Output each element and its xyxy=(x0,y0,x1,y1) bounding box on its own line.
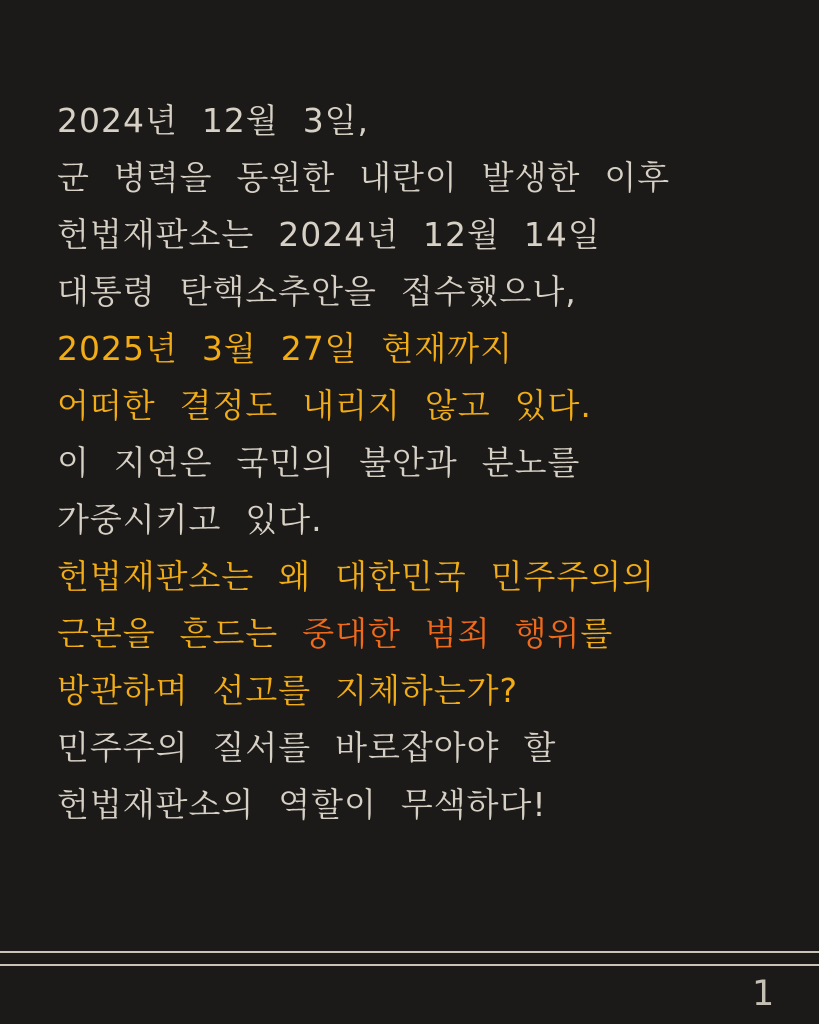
divider-line-bottom xyxy=(0,964,819,966)
text-segment: 어떠한 결정도 내리지 않고 있다. xyxy=(57,386,592,425)
text-line xyxy=(57,92,777,149)
text-line xyxy=(57,434,777,491)
text-segment: 가중시키고 있다. xyxy=(57,500,323,539)
text-segment: 근본을 흔드는 xyxy=(57,614,303,653)
text-line xyxy=(57,605,777,662)
text-segment: 이 지연은 국민의 불안과 분노를 xyxy=(57,443,581,482)
text-segment: 방관하며 선고를 지체하는가? xyxy=(57,671,518,710)
footer-divider xyxy=(0,951,819,966)
text-segment: 2024년 12월 3일, xyxy=(57,101,370,140)
text-segment: 헌법재판소의 역할이 무색하다! xyxy=(57,785,547,824)
text-line xyxy=(57,719,777,776)
text-line xyxy=(57,662,777,719)
statement-text-block xyxy=(57,92,777,833)
text-segment: 헌법재판소는 왜 대한민국 민주주의의 xyxy=(57,557,655,596)
text-line xyxy=(57,491,777,548)
text-segment: 대통령 탄핵소추안을 접수했으나, xyxy=(57,272,577,311)
text-line xyxy=(57,263,777,320)
text-segment: 중대한 범죄 행위 xyxy=(302,614,581,653)
text-segment: 군 병력을 동원한 내란이 발생한 이후 xyxy=(57,158,671,197)
text-line xyxy=(57,776,777,833)
divider-line-top xyxy=(0,951,819,953)
text-line xyxy=(57,149,777,206)
text-segment: 2025년 3월 27일 현재까지 xyxy=(57,329,514,368)
text-line xyxy=(57,548,777,605)
text-segment: 민주주의 질서를 바로잡아야 할 xyxy=(57,728,557,767)
text-segment: 를 xyxy=(580,614,614,653)
text-line xyxy=(57,377,777,434)
text-segment: 헌법재판소는 2024년 12월 14일 xyxy=(57,215,601,254)
text-line xyxy=(57,320,777,377)
page-number: 1 xyxy=(752,974,775,1014)
text-line xyxy=(57,206,777,263)
